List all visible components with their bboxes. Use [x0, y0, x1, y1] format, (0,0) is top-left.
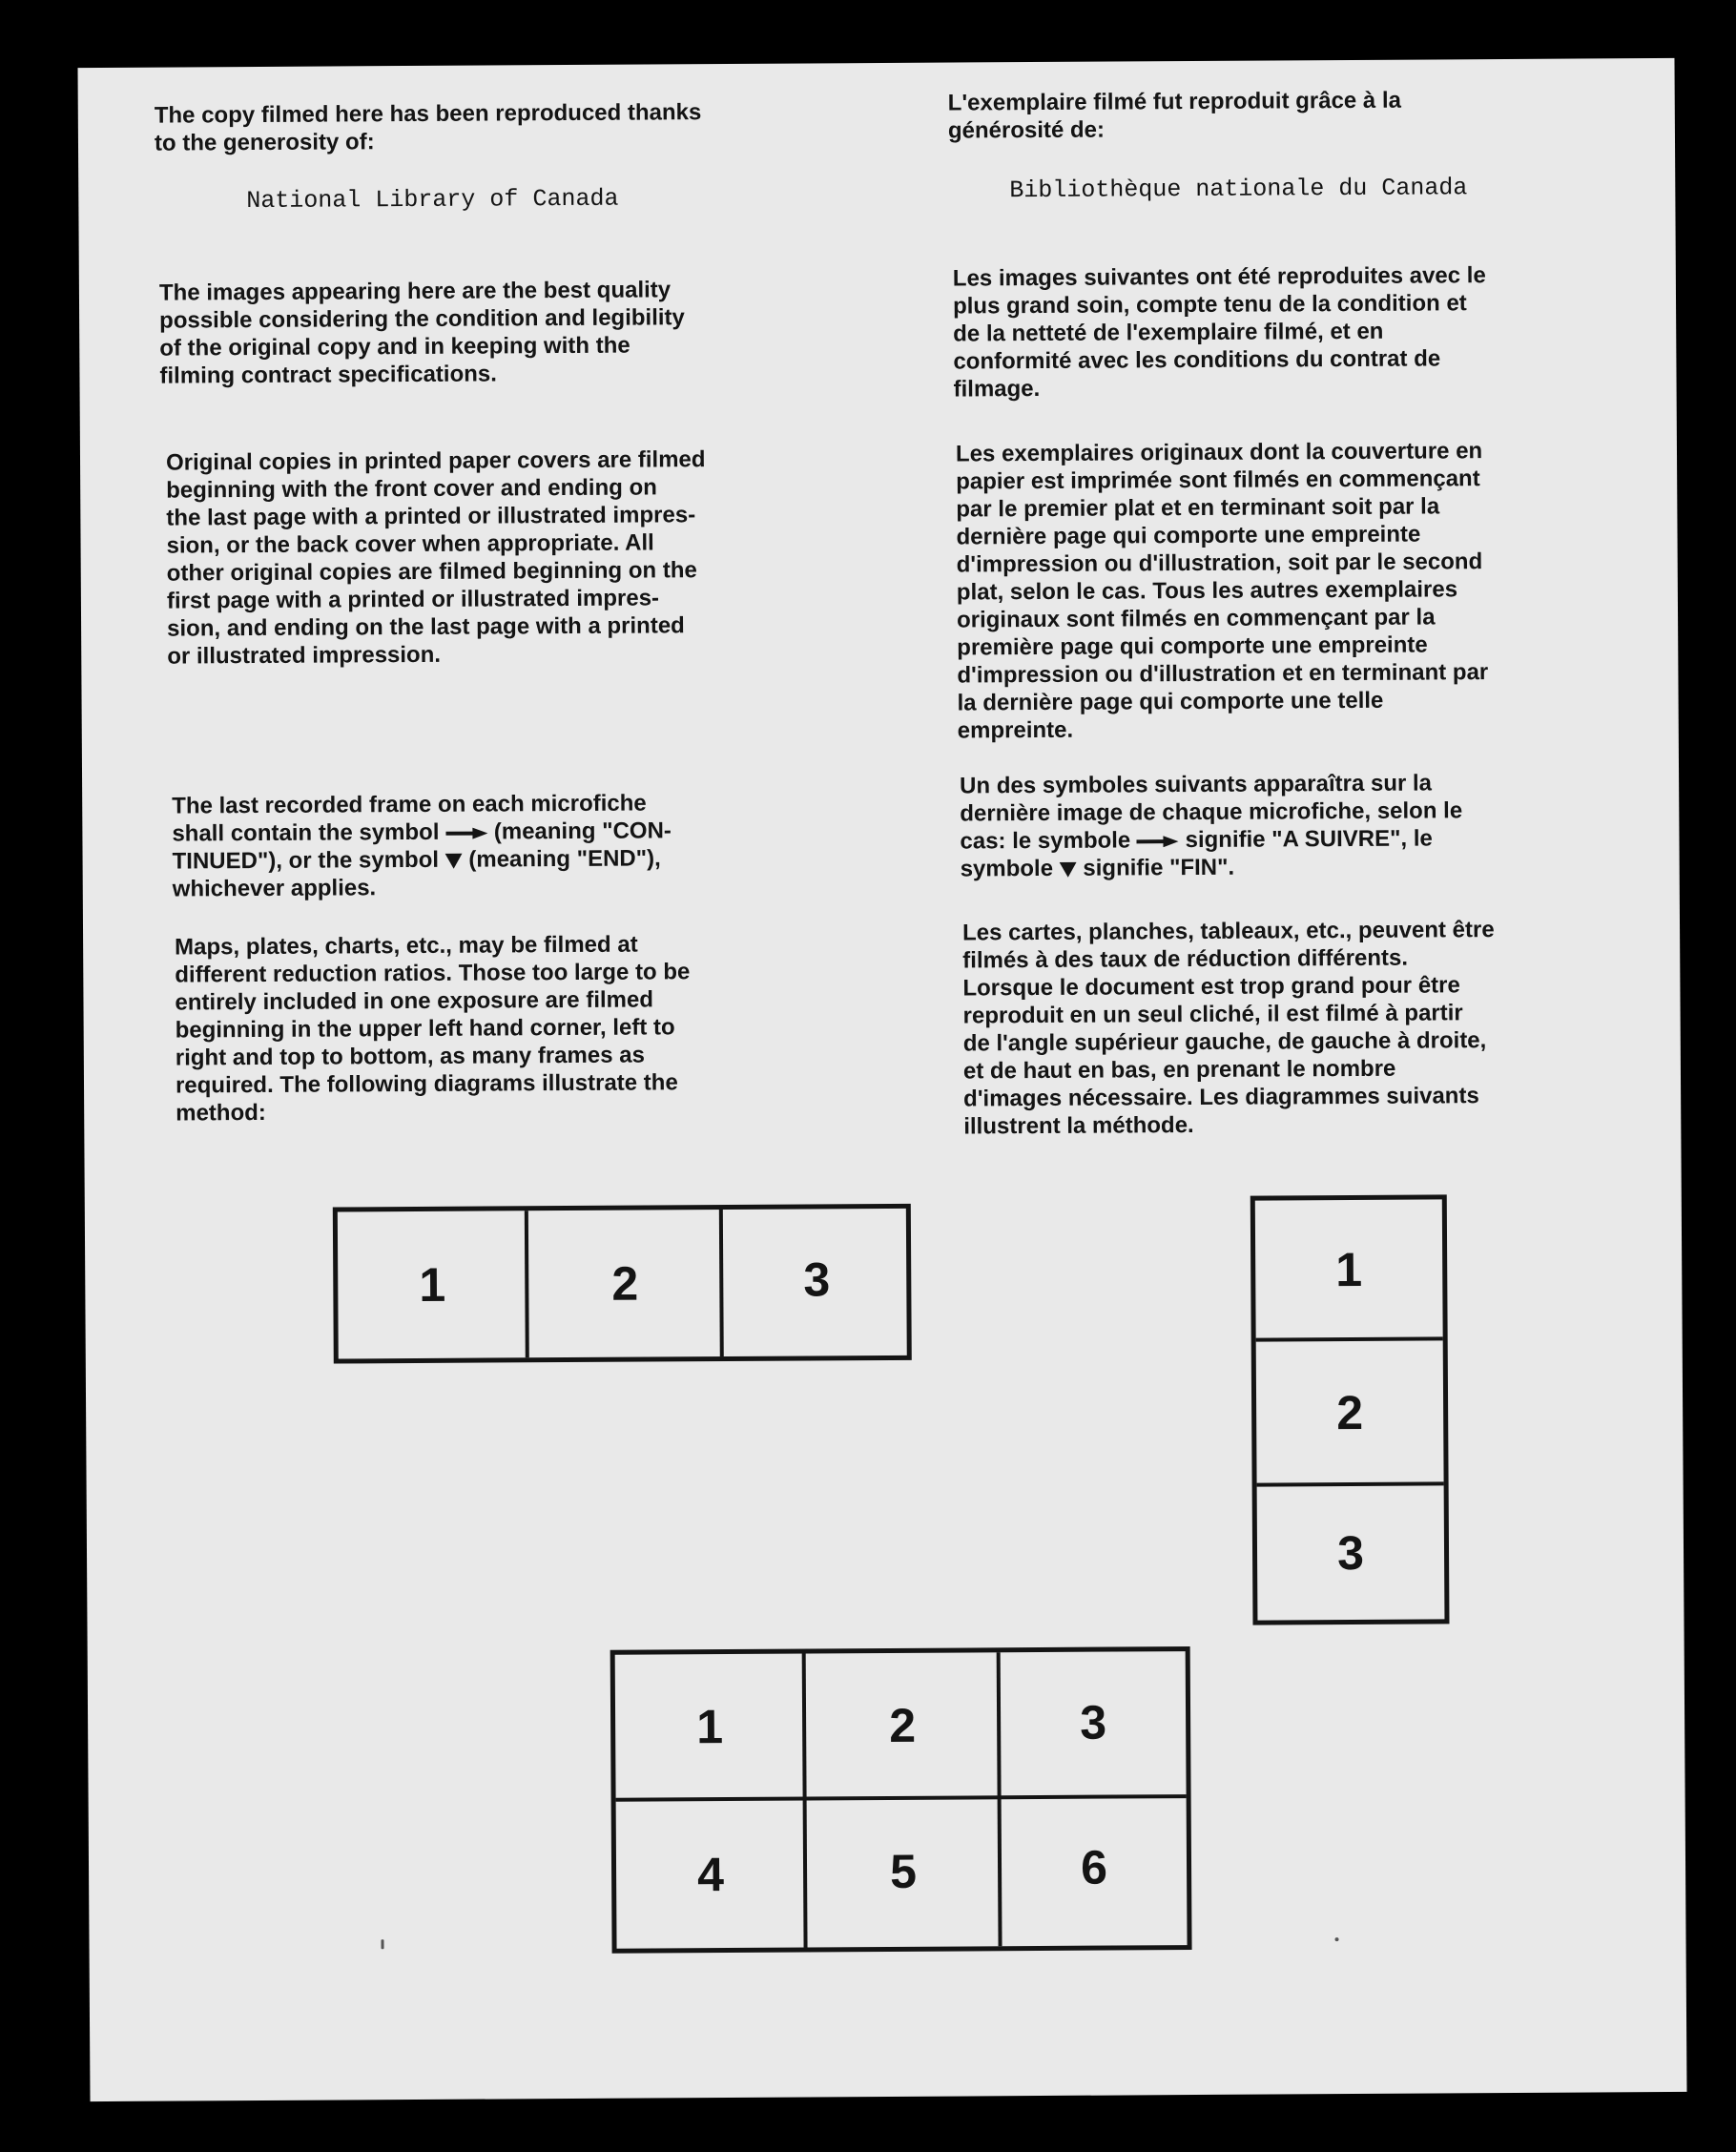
en-frame-text: shall contain the symbol: [172, 818, 440, 847]
fr-originals-line: dernière page qui comporte une empreinte: [956, 521, 1421, 550]
fr-quality-line: plus grand soin, compte tenu de la condition et: [952, 290, 1467, 320]
en-thanks-line: to the generosity of:: [154, 129, 375, 156]
en-originals-line: first page with a printed or illustrated impres-: [166, 585, 660, 614]
fr-originals-line: originaux sont filmés en commençant par la: [956, 604, 1436, 633]
diagram-vertical: [1250, 1194, 1450, 1624]
fr-originals-line: empreinte.: [957, 716, 1074, 744]
fr-frame-line: [960, 824, 1462, 855]
en-maps-line: Maps, plates, charts, etc., may be filmed at: [175, 931, 638, 961]
en-originals-paragraph: [166, 445, 707, 670]
en-maps-line: different reduction ratios. Those too large to be: [175, 959, 691, 988]
fr-originals-line: papier est imprimée sont filmés en commençant: [956, 466, 1480, 495]
en-frame-line: whichever applies.: [172, 875, 377, 902]
frame-cell: 1: [1335, 1242, 1363, 1297]
diagram-grid: [610, 1646, 1192, 1954]
fr-originals-line: Les exemplaires originaux dont la couverture en: [955, 438, 1483, 467]
fin-triangle-icon: [1060, 861, 1077, 877]
fr-originals-line: par le premier plat et en terminant soit par la: [956, 493, 1440, 523]
en-library-name: National Library of Canada: [246, 184, 619, 216]
fr-maps-line: de l'angle supérieur gauche, de gauche à droite,: [962, 1027, 1487, 1057]
fr-frame-line: dernière image de chaque microfiche, selon le: [960, 797, 1463, 827]
frame-cell: 2: [889, 1698, 917, 1752]
fr-frame-text: symbole: [960, 855, 1054, 882]
fr-originals-line: d'impression ou d'illustration, soit par le second: [956, 548, 1483, 578]
suivre-arrow-icon: [1137, 836, 1179, 847]
fr-frame-text: signifie "A SUIVRE", le: [1185, 825, 1433, 854]
en-frame-paragraph: [172, 789, 672, 902]
en-originals-line: the last page with a printed or illustrated impres-: [166, 502, 696, 531]
fr-maps-line: Lorsque le document est trop grand pour être: [962, 972, 1460, 1002]
fr-originals-line: d'impression ou d'illustration et en terminant par: [957, 659, 1489, 689]
fr-frame-paragraph: [960, 769, 1463, 882]
en-quality-line: of the original copy and in keeping with the: [159, 332, 630, 362]
fr-maps-line: illustrent la méthode.: [963, 1112, 1194, 1140]
frame-cell: 3: [1080, 1695, 1107, 1749]
en-maps-line: entirely included in one exposure are filmed: [175, 986, 654, 1016]
fr-originals-paragraph: [956, 437, 1489, 744]
frame-cell: 5: [889, 1844, 918, 1898]
frame-cell: 2: [611, 1256, 639, 1311]
fr-originals-line: plat, selon le cas. Tous les autres exemplaires: [956, 576, 1458, 606]
fr-originals-line: première page qui comporte une empreinte: [957, 631, 1428, 661]
fr-quality-paragraph: [953, 261, 1487, 403]
en-maps-line: method:: [176, 1099, 266, 1127]
continued-arrow-icon: [445, 827, 487, 838]
en-frame-line: The last recorded frame on each microfiche: [172, 790, 647, 819]
fr-frame-text: signifie "FIN".: [1083, 854, 1235, 881]
fr-thanks-line: générosité de:: [947, 116, 1106, 144]
fr-quality-line: de la netteté de l'exemplaire filmé, et en: [953, 318, 1384, 347]
en-thanks: [155, 98, 702, 157]
fr-library-name: Bibliothèque nationale du Canada: [1009, 174, 1468, 205]
dust-speck: [381, 1939, 383, 1949]
fr-maps-line: d'images nécessaire. Les diagrammes suivants: [963, 1083, 1479, 1112]
en-originals-line: Original copies in printed paper covers are filmed: [165, 446, 706, 476]
en-thanks-line: The copy filmed here has been reproduced thanks: [154, 99, 702, 129]
frame-cell: 1: [696, 1700, 724, 1754]
fr-originals-line: la dernière page qui comporte une telle: [957, 687, 1384, 716]
en-maps-line: right and top to bottom, as many frames as: [175, 1042, 645, 1071]
en-maps-line: required. The following diagrams illustrate the: [175, 1069, 678, 1099]
fr-maps-line: et de haut en bas, en prenant le nombre: [962, 1055, 1396, 1085]
fr-frame-line: Un des symboles suivants apparaîtra sur la: [960, 770, 1433, 799]
en-quality-paragraph: [159, 276, 685, 389]
filmed-page: [78, 58, 1687, 2101]
fr-quality-line: filmage.: [953, 375, 1041, 403]
fr-thanks-line: L'exemplaire filmé fut reproduit grâce à la: [947, 87, 1402, 116]
frame-cell: 6: [1080, 1840, 1108, 1894]
frame-cell: 3: [803, 1252, 831, 1307]
en-maps-line: beginning in the upper left hand corner, left to: [175, 1014, 675, 1044]
en-frame-line: [172, 817, 672, 847]
dust-speck: [1335, 1937, 1339, 1941]
en-originals-line: or illustrated impression.: [167, 641, 442, 670]
fr-frame-line: [961, 852, 1463, 882]
en-quality-line: filming contract specifications.: [159, 361, 497, 389]
en-frame-text: (meaning "CON-: [493, 817, 672, 845]
en-originals-line: other original copies are filmed beginning on the: [166, 557, 697, 587]
frame-cell: 1: [419, 1257, 446, 1312]
fr-maps-line: reproduit en un seul cliché, il est filmé à partir: [962, 1000, 1463, 1029]
fr-maps-paragraph: [962, 916, 1496, 1140]
end-triangle-icon: [445, 853, 463, 868]
en-frame-line: [172, 844, 672, 875]
fr-quality-line: conformité avec les conditions du contrat de: [953, 345, 1441, 375]
diagram-horizontal: [333, 1204, 912, 1364]
en-quality-line: The images appearing here are the best quality: [158, 277, 672, 306]
frame-cell: 2: [1336, 1385, 1364, 1440]
fr-frame-text: cas: le symbole: [960, 827, 1131, 855]
en-frame-text: (meaning "END"),: [468, 845, 661, 873]
en-originals-line: beginning with the front cover and ending on: [166, 474, 657, 504]
fr-thanks: [948, 87, 1402, 145]
fr-quality-line: Les images suivantes ont été reproduites avec le: [952, 262, 1486, 292]
en-originals-line: sion, or the back cover when appropriate. All: [166, 529, 654, 559]
en-originals-line: sion, and ending on the last page with a printed: [167, 612, 685, 642]
frame-cell: 4: [697, 1848, 725, 1902]
en-quality-line: possible considering the condition and legibility: [159, 304, 685, 334]
fr-maps-line: filmés à des taux de réduction différents.: [962, 944, 1409, 974]
frame-cell: 3: [1336, 1525, 1365, 1581]
en-maps-paragraph: [175, 930, 691, 1127]
en-frame-text: TINUED"), or the symbol: [172, 846, 440, 875]
fr-maps-line: Les cartes, planches, tableaux, etc., peuvent être: [961, 917, 1495, 946]
